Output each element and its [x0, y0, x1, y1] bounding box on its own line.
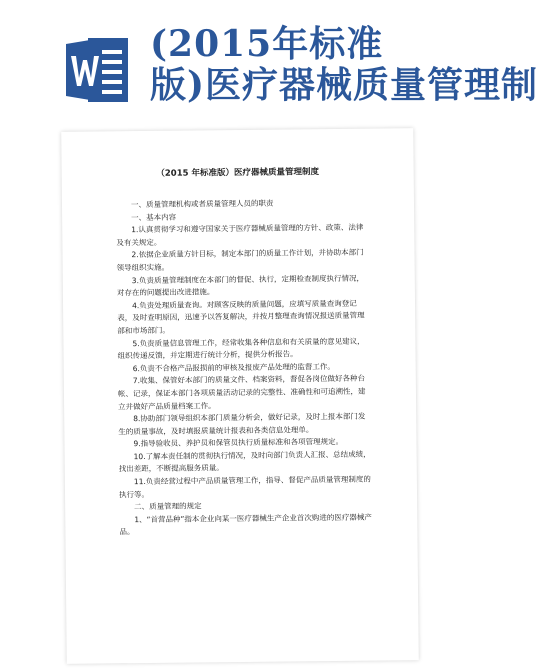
- paragraph: 4.负责处理质量查询。对顾客反映的质量问题，应填写质量查询登记表，及时查明原因，迅速予以答复解决，并按月整理查询情况报送质量管理部和市场部门。: [117, 298, 365, 336]
- word-document-icon: [66, 34, 130, 106]
- section-heading: 一、质量管理机构或者质量管理人员的职责: [130, 198, 274, 210]
- paragraph: 11.负责经营过程中产品质量管理工作，指导、督促产品质量管理制度的执行等。: [118, 474, 371, 499]
- paragraph: 5.负责质量信息管理工作，经常收集各种信息和有关质量的意见建议，组织传递反馈，并定期进行统计分析，提供分析报告。: [117, 336, 365, 361]
- paragraph: 7.收集、保管好本部门的质量文件、档案资料，督促各岗位做好各种台帐、记录，保证本部门各项质量活动记录的完整性、准确性和可追溯性，建立并做好产品质量档案工作。: [117, 374, 366, 411]
- paragraph: 10.了解本责任制的贯彻执行情况，及时向部门负责人汇报、总结成绩，找出差距，不断提高服务质量。: [118, 449, 371, 474]
- banner-title: [150, 23, 538, 106]
- subsection-heading: 一、基本内容: [131, 212, 177, 222]
- paragraph: 1.认真贯彻学习和遵守国家关于医疗器械质量管理的方针、政策、法律及有关规定。: [116, 222, 364, 248]
- paragraph: 8.协助部门领导组织本部门质量分析会，做好记录，及时上报本部门发生的质量事故，及时填报质量统计报表和各类信息处理单。: [118, 411, 366, 436]
- document-title: （2015 年标准版）医疗器械质量管理制度: [156, 167, 320, 179]
- document-body: [116, 197, 374, 540]
- document-page: [61, 128, 419, 664]
- paragraph: 1、“首营品种”指本企业向某一医疗器械生产企业首次购进的医疗器械产品。: [119, 512, 372, 537]
- paragraph: 3.负责质量管理制度在本部门的督促、执行，定期检查制度执行情况，对存在的问题提出改进措施。: [116, 273, 364, 298]
- banner-title-line1: (2015年标准: [150, 23, 384, 65]
- paragraph: 2.依据企业质量方针目标，制定本部门的质量工作计划，并协助本部门领导组织实施。: [116, 248, 364, 273]
- paragraph: 6.负责不合格产品报损前的审核及报废产品处理的监督工作。: [132, 361, 335, 373]
- paragraph: 9.指导验收员、养护员和保管员执行质量标准和各项管理规定。: [133, 437, 344, 449]
- section-heading: 二、质量管理的规定: [134, 501, 202, 512]
- banner-title-line2: 版)医疗器械质量管理制: [150, 64, 538, 106]
- banner: [0, 0, 538, 135]
